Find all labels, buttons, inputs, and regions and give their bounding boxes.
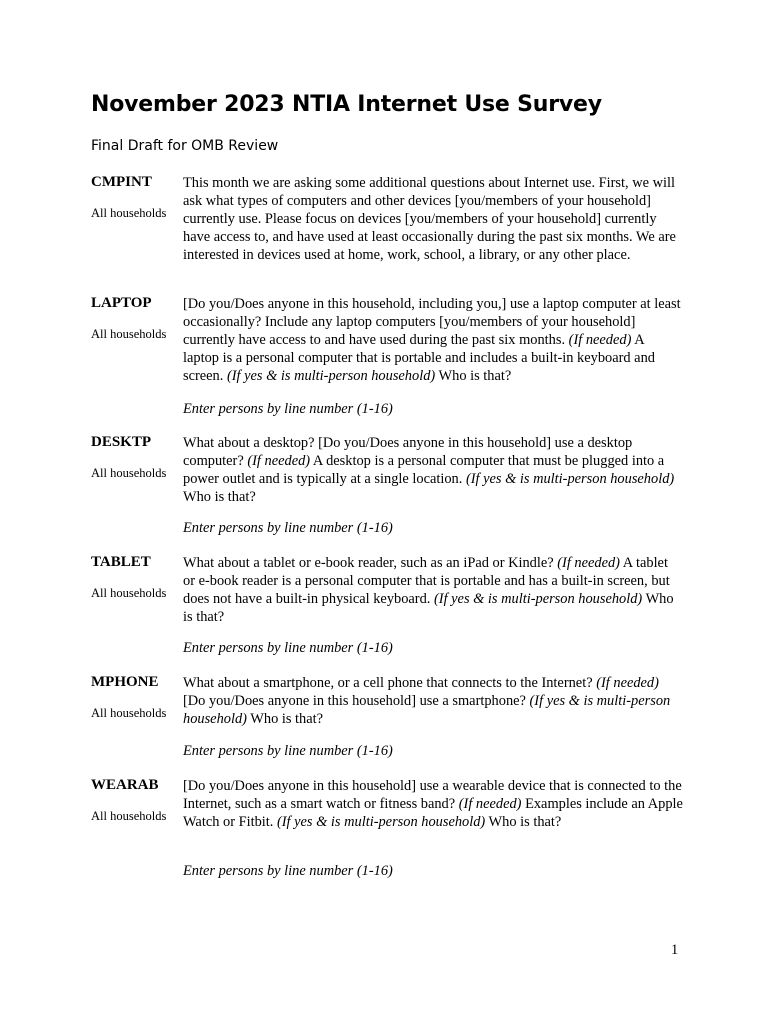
instruction-text: (If yes & is multi-person household) xyxy=(226,368,436,384)
instruction-text: (If yes & is multi-person household) xyxy=(183,693,671,727)
question-universe: All households xyxy=(91,327,167,341)
question-segment: What about a smartphone, or a cell phone that connects to the Internet? xyxy=(183,675,597,691)
instruction-text: (If needed) xyxy=(247,453,311,469)
question-segment: What about a desktop? [Do you/Does anyone in this household] use a desktop computer? xyxy=(183,435,633,469)
question-segment: Who is that? xyxy=(485,814,562,830)
question-segment: What about a tablet or e-book reader, such as an iPad or Kindle? xyxy=(183,555,558,571)
page-title: November 2023 NTIA Internet Use Survey xyxy=(91,92,602,117)
question-universe: All households xyxy=(91,206,167,220)
question-code: WEARAB xyxy=(91,777,159,793)
question-segment: Who is that? xyxy=(183,591,674,625)
instruction-text: (If needed) xyxy=(596,675,659,691)
question-code: MPHONE xyxy=(91,674,159,690)
question-segment: A tablet or e-book reader is a personal computer that is portable and has a built-in screen, but does not have a built-in physical keyboard. xyxy=(183,555,670,607)
instruction-text: (If yes & is multi-person household) xyxy=(465,471,675,487)
question-text xyxy=(183,174,683,264)
question-code: CMPINT xyxy=(91,174,152,190)
instruction-text: (If needed) xyxy=(568,332,632,348)
question-universe: All households xyxy=(91,466,167,480)
page-number: 1 xyxy=(671,942,679,958)
enter-instruction: Enter persons by line number (1-16) xyxy=(183,520,393,536)
enter-instruction: Enter persons by line number (1-16) xyxy=(183,401,393,417)
question-segment: This month we are asking some additional questions about Internet use. First, we will ask what types of computers and other devices [you/members of your household] currently use. Please focus on devices [you/members of your household] currently have access to, and have used at least occasionally during the past six months. We are interested in devices used at home, work, school, a library, or any other place. xyxy=(183,175,676,263)
question-segment: Who is that? xyxy=(183,489,256,505)
question-segment: [Do you/Does anyone in this household] use a smartphone? xyxy=(183,693,530,709)
question-segment: Examples include an Apple Watch or Fitbit. xyxy=(183,796,683,830)
enter-instruction: Enter persons by line number (1-16) xyxy=(183,863,393,879)
question-universe: All households xyxy=(91,809,167,823)
question-segment: Who is that? xyxy=(246,711,324,727)
instruction-text: (If yes & is multi-person household) xyxy=(276,814,486,830)
page-subtitle: Final Draft for OMB Review xyxy=(91,138,279,154)
question-code: TABLET xyxy=(91,554,151,570)
question-text xyxy=(183,674,683,728)
question-code: DESKTP xyxy=(91,434,152,450)
question-segment: A desktop is a personal computer that must be plugged into a power outlet and is typically at a single location. xyxy=(183,453,665,487)
question-segment: [Do you/Does anyone in this household, including you,] use a laptop computer at least occasionally? Include any laptop computers [you/members of your household] currently have access to and have used during the past six months. xyxy=(183,296,681,348)
question-text xyxy=(183,554,683,626)
instruction-text: (If yes & is multi-person household) xyxy=(433,591,643,607)
question-segment: Who is that? xyxy=(435,368,512,384)
question-universe: All households xyxy=(91,586,167,600)
question-universe: All households xyxy=(91,706,167,720)
instruction-text: (If needed) xyxy=(557,555,620,571)
question-segment: [Do you/Does anyone in this household] use a wearable device that is connected to the Internet, such as a smart watch or fitness band? xyxy=(183,778,682,812)
question-text xyxy=(183,434,683,506)
enter-instruction: Enter persons by line number (1-16) xyxy=(183,743,393,759)
question-code: LAPTOP xyxy=(91,295,152,311)
question-segment: A laptop is a personal computer that is portable and includes a built-in keyboard and screen. xyxy=(183,332,655,384)
enter-instruction: Enter persons by line number (1-16) xyxy=(183,640,393,656)
question-text xyxy=(183,777,683,831)
question-text xyxy=(183,295,683,385)
instruction-text: (If needed) xyxy=(458,796,522,812)
